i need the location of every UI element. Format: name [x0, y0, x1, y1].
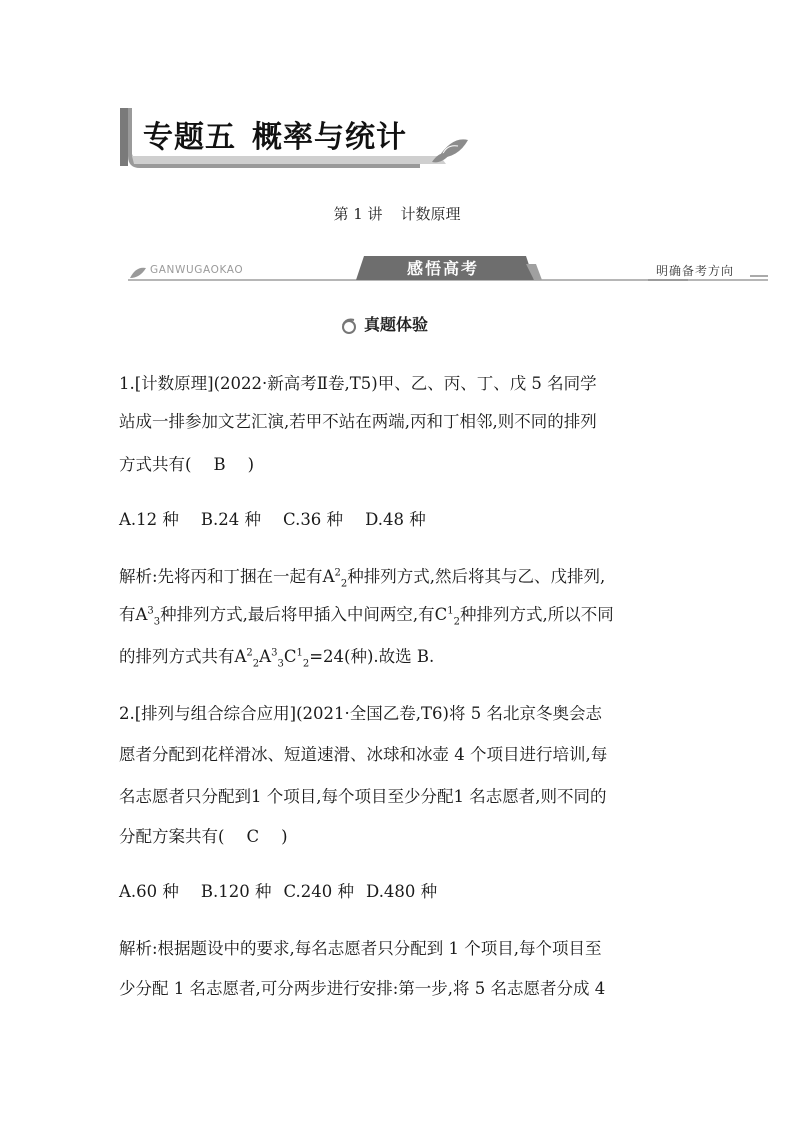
- math-sym: A: [259, 647, 272, 666]
- math-term: [135, 605, 161, 628]
- math-sym: A: [135, 605, 148, 624]
- math-sym: A: [234, 647, 247, 666]
- q1-solution-line-1: [119, 563, 606, 590]
- math-sub: 2: [302, 658, 310, 670]
- math-sup: 3: [147, 605, 154, 617]
- q2-paren: ): [281, 827, 288, 846]
- q1-options: [119, 506, 448, 530]
- math-sym: C: [434, 605, 448, 624]
- math-sub: 3: [277, 658, 284, 670]
- section-title: 感悟高考: [406, 259, 479, 278]
- math-sym: C: [283, 647, 297, 666]
- math-sub: 3: [153, 616, 161, 628]
- math-sub: 2: [453, 616, 461, 628]
- q1-sol-text: =24(种).故选 B.: [309, 647, 435, 666]
- q1-solution-line-2: [119, 601, 614, 628]
- leaf-icon: [432, 139, 468, 162]
- q1-paren: ): [247, 455, 255, 474]
- q1-sol-text: 有: [119, 605, 136, 624]
- q1-line-1: 1.[计数原理](2022·新高考Ⅱ卷,T5)甲、乙、丙、丁、戊 5 名同学: [119, 374, 597, 393]
- q1-solution-line-3: [119, 643, 435, 670]
- math-sub: 2: [340, 578, 348, 590]
- math-sup: 2: [246, 647, 253, 659]
- q2-line-2: 愿者分配到花样滑冰、短道速滑、冰球和冰壶 4 个项目进行培训,每: [119, 745, 608, 764]
- q2-answer: C: [246, 827, 260, 846]
- q1-line-3: [119, 451, 254, 475]
- lecture-title: [0, 203, 794, 224]
- math-sup: 2: [334, 567, 341, 579]
- q2-line-4: [119, 823, 288, 847]
- q2-line-3: 名志愿者只分配到1 个项目,每个项目至少分配1 名志愿者,则不同的: [119, 787, 607, 806]
- math-sup: 1: [447, 605, 454, 617]
- lecture-number: 第 1 讲: [333, 205, 383, 223]
- q1-sol-text: 种排列方式,所以不同: [460, 605, 614, 624]
- math-sup: 1: [296, 647, 303, 659]
- q1-sol-text: 的排列方式共有: [119, 647, 235, 666]
- lecture-name: 计数原理: [400, 205, 461, 223]
- swirl-icon: [340, 317, 358, 335]
- q2-solution-line-2: 少分配 1 名志愿者,可分两步进行安排:第一步,将 5 名志愿者分成 4: [119, 979, 606, 998]
- math-sup: 3: [271, 647, 278, 659]
- chapter-label: 专题五: [143, 120, 236, 155]
- q2-option-c: C.240 种: [283, 882, 355, 901]
- q1-option-d: D.48 种: [365, 510, 426, 529]
- q1-sol-text: 种排列方式,然后将其与乙、戊排列,: [347, 567, 606, 586]
- q2-line-1: 2.[排列与组合综合应用](2021·全国乙卷,T6)将 5 名北京冬奥会志: [119, 704, 602, 723]
- q1-line-2: 站成一排参加文艺汇演,若甲不站在两端,丙和丁相邻,则不同的排列: [119, 412, 597, 431]
- math-term: [322, 567, 348, 590]
- chapter-topic: 概率与统计: [252, 120, 407, 155]
- q2-option-d: D.480 种: [366, 882, 438, 901]
- q1-sol-text: 解析:先将丙和丁捆在一起有: [119, 567, 323, 586]
- section-subtitle: 明确备考方向: [656, 264, 735, 278]
- q1-stem-end: 方式共有(: [119, 455, 192, 474]
- q1-option-b: B.24 种: [200, 510, 262, 529]
- q2-stem-end: 分配方案共有(: [119, 827, 225, 846]
- subheading-text: 真题体验: [364, 315, 429, 334]
- math-sub: 2: [252, 658, 260, 670]
- q1-answer: B: [213, 455, 226, 474]
- subheading: [340, 312, 428, 335]
- q2-option-a: A.60 种: [119, 882, 179, 901]
- q1-option-a: A.12 种: [119, 510, 179, 529]
- math-sym: A: [322, 567, 335, 586]
- q2-option-b: B.120 种: [200, 882, 272, 901]
- q2-options: [119, 878, 459, 902]
- section-english: GANWUGAOKAO: [150, 264, 244, 276]
- q1-option-c: C.36 种: [283, 510, 344, 529]
- math-term: [234, 647, 310, 670]
- q2-solution-line-1: 解析:根据题设中的要求,每名志愿者只分配到 1 个项目,每个项目至: [119, 939, 602, 958]
- math-term: [434, 605, 461, 628]
- chapter-title: [143, 112, 407, 156]
- q1-sol-text: 种排列方式,最后将甲插入中间两空,有: [160, 605, 435, 624]
- leaf-icon: [130, 268, 146, 278]
